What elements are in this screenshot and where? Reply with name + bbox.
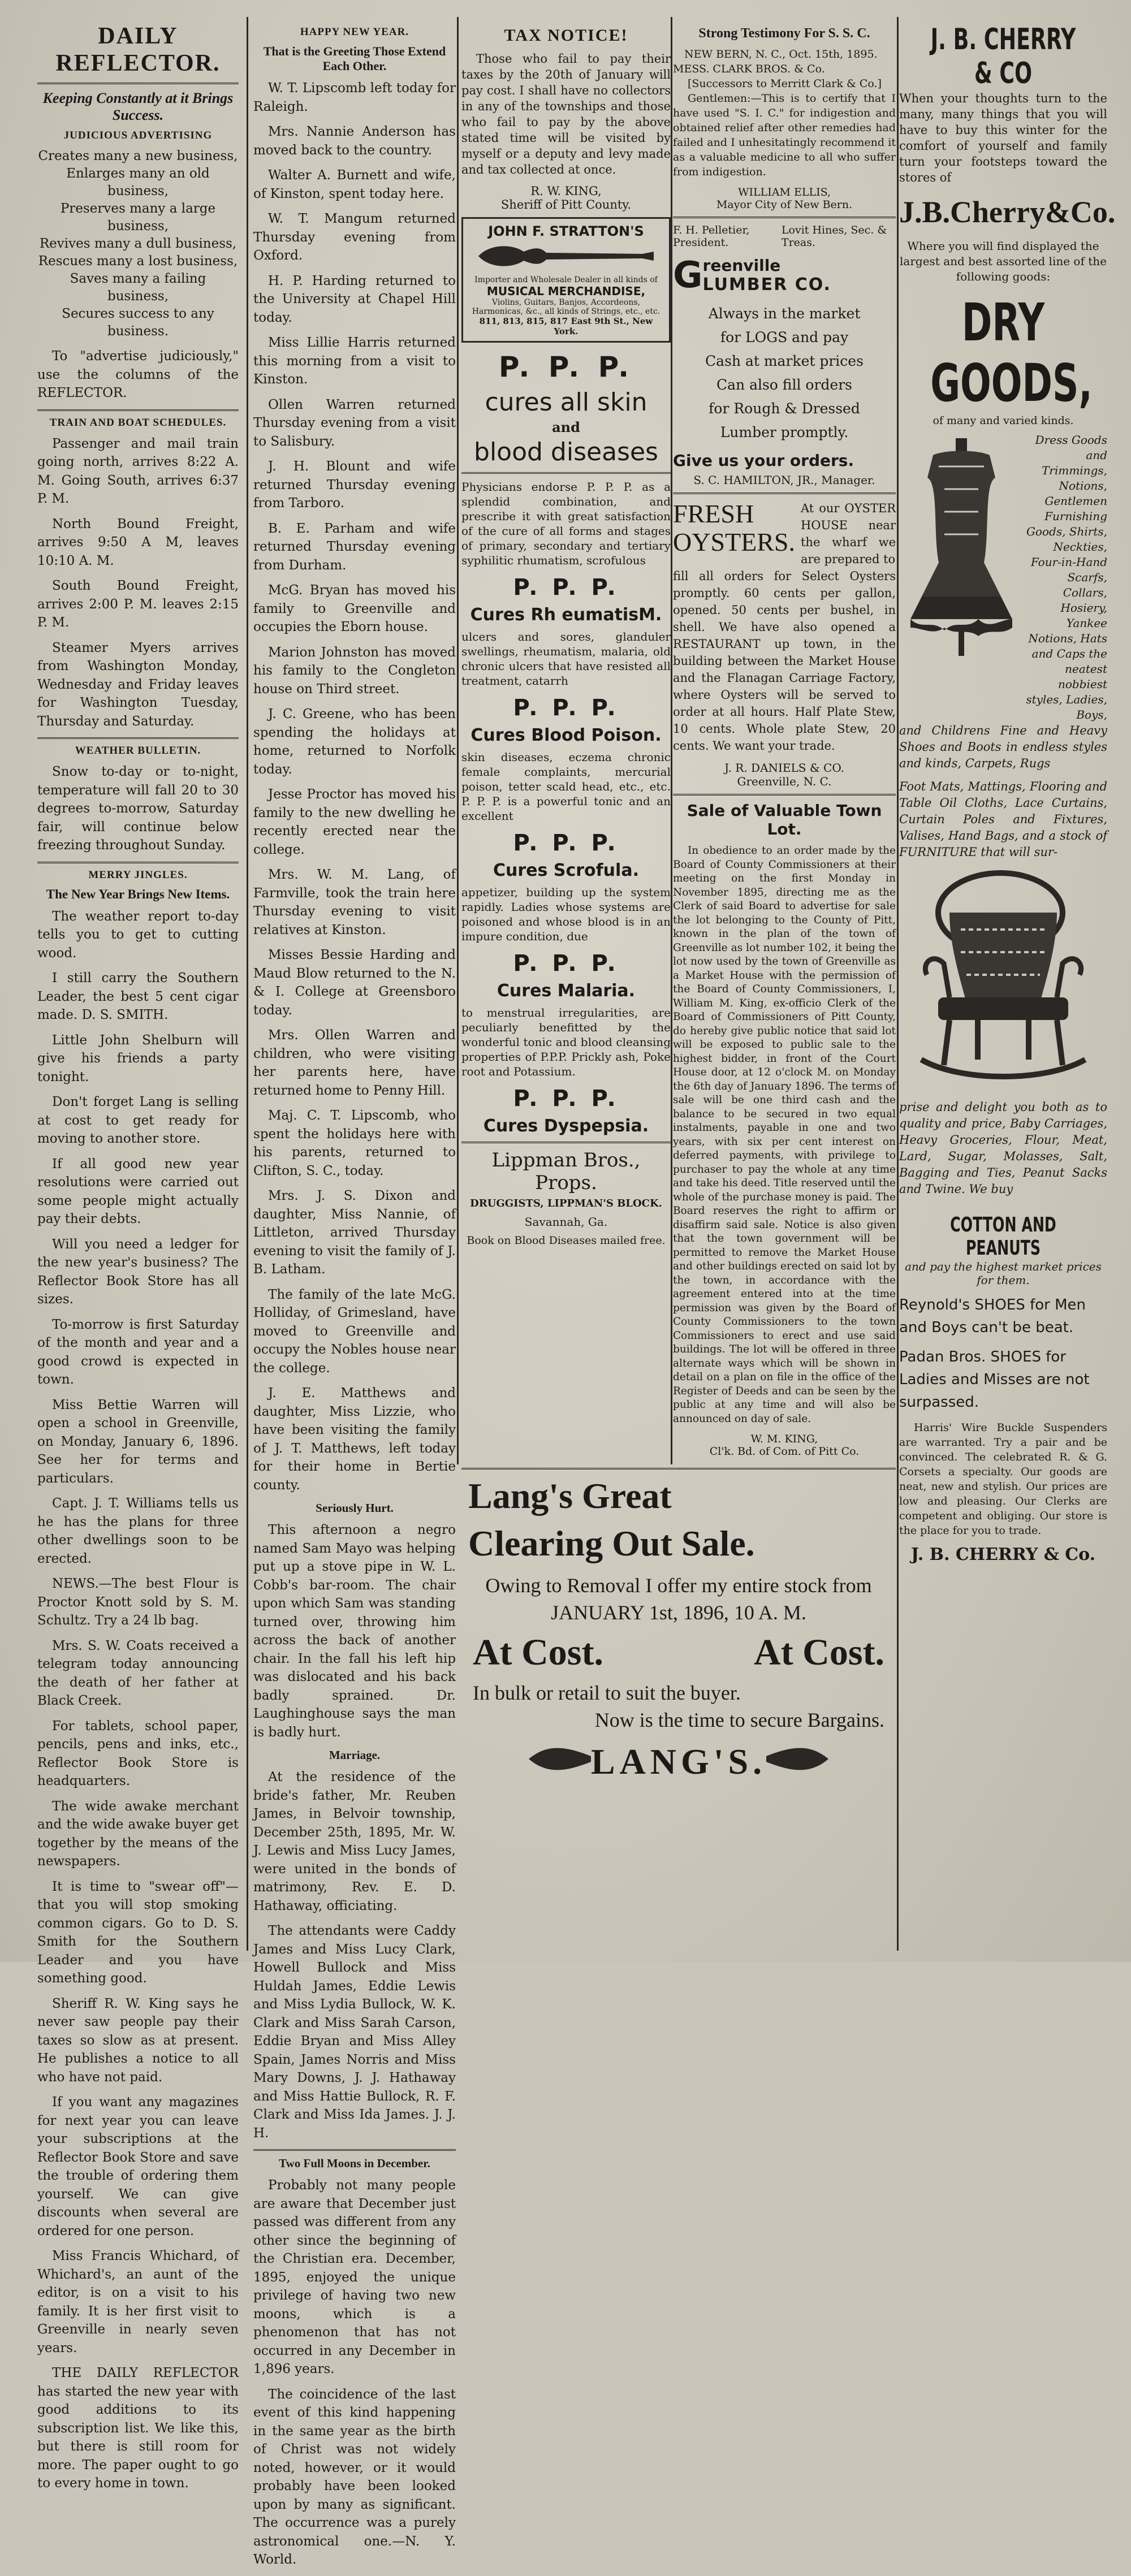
paragraph: Mrs. J. S. Dixon and daughter, Miss Nannie, of Littleton, arrived Thursday evening to visit the family of J. B. Latham.	[253, 1188, 456, 1277]
paragraph: South Bound Freight, arrives 2:00 P. M. leaves 2:15 P. M.	[37, 578, 239, 630]
paragraph: The coincidence of the last event of this kind happening in the same year as the birth of Christ was not widely noted, however, or it would probably have been looked upon by many as significant. The occurrence was a purely astronomical one.—N. Y. World.	[253, 2387, 456, 2567]
text-line: Always in the market	[708, 305, 861, 322]
section-head: MERRY JINGLES.	[88, 868, 188, 881]
text-line: Revives many a dull business,	[39, 236, 237, 251]
ad-line: 811, 813, 815, 817 East 9th St., New York.	[479, 316, 653, 336]
sub-head: The New Year Brings New Items.	[46, 887, 230, 901]
text-line: Saves many a failing business,	[70, 271, 206, 304]
signature: Cl'k. Bd. of Com. of Pitt Co.	[709, 1445, 860, 1458]
ppp-title: P. P. P.	[513, 574, 619, 600]
section-head: Strong Testimony For S. S. C.	[698, 26, 870, 41]
paragraph: Gentlemen:—This is to certify that I have used "S. I. C." for indigestion and obtained relief after other remedies had failed and I unhesitatingly recommend it as a valuable medicine to all who suffer from indigestion.	[673, 92, 896, 178]
lang-cost: At Cost.	[473, 1632, 603, 1673]
divider	[37, 737, 239, 739]
ppp-cure: Cures Rh eumatisM.	[470, 605, 662, 625]
cotton-sub: and pay the highest market prices for them.	[905, 1260, 1102, 1287]
fresh-oysters-head	[673, 500, 795, 556]
ornament-right-icon	[766, 1745, 828, 1773]
ppp-tagline: cures all skin	[485, 388, 647, 417]
signature: Mayor City of New Bern.	[716, 198, 853, 211]
paragraph: Walter A. Burnett and wife, of Kinston, spent today here.	[253, 168, 456, 201]
paragraph: Probably not many people are aware that December just passed was different from any other since the beginning of the Christian era. December, 1895, enjoyed the unique privilege of having two new moons, which is a phenomenon that has not occurred in any December in 1,896 years.	[253, 2178, 456, 2376]
rocking-chair-icon	[916, 867, 1091, 1093]
paragraph: W. T. Mangum returned Thursday evening from Oxford.	[253, 211, 456, 263]
section-head: Marriage.	[329, 1748, 381, 1762]
paragraph: Mrs. Ollen Warren and children, who were visiting her parents here, have returned home to Penny Hill.	[253, 1028, 456, 1098]
text-line: Preserves many a large business,	[60, 201, 216, 234]
paragraph: The weather report to-day tells you to get to cutting wood.	[37, 909, 239, 961]
section-head: JUDICIOUS ADVERTISING	[63, 129, 213, 141]
lumber-officers	[673, 224, 896, 249]
lang-head: Clearing Out Sale.	[468, 1523, 755, 1563]
lang-now: Now is the time to secure Bargains.	[594, 1709, 884, 1731]
text-line: Secures success to any business.	[62, 306, 214, 339]
adv-lines	[37, 148, 239, 340]
lumber-manager: S. C. HAMILTON, JR., Manager.	[693, 473, 875, 487]
paragraph: In obedience to an order made by the Board of County Commissioners at their meeting on the first Monday in November 1895, directing me as the Clerk of said Board to advertise for sale the lot belonging to the County of Pitt, known in the plan of the town of Greenville as lot number 102, it being the lot now used by the town of Greenville as a Market House with the permission of the Board of County Commissioners, I, William M. King, ex-officio Clerk of the Board of Commissioners of Pitt County, do hereby give public notice that said lot will be exposed to public sale to the highest bidder, in front of the Court House door, at 12 o'clock M. on Monday the 6th day of January 1896. The terms of sale will be one third cash and the balance to be secured in two equal instalments, payable in one and two years, with six per cent interest on deferred payments, with privilege to purchaser to pay the whole at any time and take his deed. Title reserved until the whole of the purchase money is paid. The Board reserves the right to affirm or disaffirm said sale. Notice is also given that the town government will be permitted to remove the Market House and other buildings erected on said lot by the town, in accordance with the agreement entered into at the time permission was given by the Board of County Commissioners to the town Commissioners to erect and use said buildings. The lot will be offered in three alternate ways which will be shown in detail on a plan on file in the office of the Register of Deeds and can be seen by the public at any time and will also be announced on day of sale.	[673, 845, 896, 1425]
paragraph: NEWS.—The best Flour is Proctor Knott sold by S. M. Schultz. Try a 24 lb bag.	[37, 1576, 239, 1628]
lang-sale-ad	[461, 1462, 896, 1948]
column-2	[253, 23, 456, 2576]
ornament-left-icon	[529, 1745, 591, 1773]
paragraph: Physicians endorse P. P. P. as a splendid combination, and prescribe it with great satisfaction of the cure of all forms and stages of primary, secondary and tertiary syphilitic rhumatism, scrofulous	[461, 480, 671, 567]
ppp-title: P. P. P.	[513, 950, 619, 976]
ppp-title: P. P. P.	[513, 830, 619, 856]
lang-cost-row	[461, 1631, 896, 1674]
dry-goods-block	[899, 433, 1107, 723]
paragraph: prise and delight you both as to quality and price, Baby Carriages, Heavy Groceries, Flour, Meat, Lard, Sugar, Molasses, Salt, Bagging and Ties, Peanut Sacks and Twine. We buy	[899, 1100, 1107, 1196]
divider	[37, 83, 239, 84]
paragraph: J. C. Greene, who has been spending the holidays at home, returned to Norfolk today.	[253, 707, 456, 777]
ad-line: Violins, Guitars, Banjos, Accordeons, Harmonicas, &c., all kinds of Strings, etc., etc.	[472, 298, 661, 316]
divider	[461, 1468, 896, 1469]
paragraph: It is time to "swear off"—that you will stop smoking common cigars. Go to D. S. Smith for the Southern Leader and you have something good.	[37, 1879, 239, 1986]
lippman-book: Book on Blood Diseases mailed free.	[467, 1234, 666, 1247]
ppp-cure: Cures Blood Poison.	[470, 725, 662, 745]
paragraph: The wide awake merchant and the wide awake buyer get together by the means of the newspapers.	[37, 1799, 239, 1869]
lang-banner: LANG'S.	[590, 1741, 767, 1782]
lang-banner-row	[461, 1735, 896, 1783]
lumber-name: reenville	[702, 256, 781, 275]
paragraph: W. T. Lipscomb left today for Raleigh.	[253, 81, 456, 114]
column-rule	[897, 17, 899, 1951]
paragraph: Misses Bessie Harding and Maud Blow returned to the N. & I. College at Greensboro today.	[253, 948, 456, 1018]
lippman-name: Lippman Bros., Props.	[491, 1149, 641, 1194]
lang-cost: At Cost.	[754, 1632, 884, 1673]
paragraph: Don't forget Lang is selling at cost to get ready for moving to another store.	[37, 1095, 239, 1146]
dry-goods-head: DRY GOODS,	[930, 292, 1093, 413]
paragraph: Passenger and mail train going north, arrives 8:22 A. M. Going South, arrives 6:37 P. M.	[37, 436, 239, 506]
paragraph: J. E. Matthews and daughter, Miss Lizzie, who have been visiting the family of J. T. Matthews, left today for their home in Bertie county.	[253, 1386, 456, 1493]
tax-notice-head: TAX NOTICE!	[504, 26, 628, 45]
lang-owing: Owing to Removal I offer my entire stock from	[485, 1574, 872, 1597]
column-rule	[247, 17, 248, 1951]
divider	[461, 472, 671, 474]
section-head: HAPPY NEW YEAR.	[300, 26, 409, 38]
divider	[673, 492, 896, 494]
column-4	[673, 23, 896, 1458]
lang-bulk: In bulk or retail to suit the buyer.	[473, 1682, 741, 1704]
ad-head: JOHN F. STRATTON'S	[488, 223, 644, 239]
paragraph: Marion Johnston has moved his family to the Congleton house on Third street.	[253, 645, 456, 697]
ppp-title: P. P. P.	[513, 1086, 619, 1112]
lumber-secretary: Lovit Hines, Sec. & Treas.	[781, 224, 887, 249]
cotton-head: COTTON AND PEANUTS	[950, 1213, 1056, 1260]
paragraph: to menstrual irregularities, are peculiarly benefitted by the wonderful tonic and blood cleansing properties of P.P.P. Prickly ash, Poke root and Potassium.	[461, 1006, 671, 1078]
paragraph: Those who fail to pay their taxes by the 20th of January will pay cost. I shall have no collectors in any of the townships and those who fail to pay by the above stated time will be visited by myself or a deputy and levy made and tax collected at once.	[461, 52, 671, 176]
paragraph: B. E. Parham and wife returned Thursday evening from Durham.	[253, 521, 456, 573]
lang-head: Lang's Great	[468, 1476, 672, 1516]
text-line: [Successors to Merritt Clark & Co.]	[688, 77, 882, 90]
paragraph: Mrs. S. W. Coats received a telegram today announcing the death of her father at Black Creek.	[37, 1638, 239, 1708]
paragraph: If you want any magazines for next year you can leave your subscriptions at the Reflector Book Store and save the trouble of ordering them yourself. We can give discounts when several are ordered for one person.	[37, 2095, 239, 2238]
text-line: Creates many a new business,	[38, 149, 238, 163]
signature: R. W. KING,	[530, 184, 602, 198]
column-5	[899, 23, 1116, 1564]
paragraph: To-morrow is first Saturday of the month and year and a good crowd is expected in town.	[37, 1317, 239, 1387]
lippman-city: Savannah, Ga.	[524, 1215, 608, 1229]
reynold-shoes: Reynold's SHOES for Men and Boys can't be beat.	[899, 1296, 1086, 1336]
lumber-logo	[673, 254, 896, 296]
goods-list: Dress Goods and Trimmings, Notions, Gentlemen Furnishing Goods, Shirts, Neckties, Four-in-Hand Scarfs, Collars, Hosiery, Yankee Notions, Hats and Caps the neatest nobbiest styles, Ladies, Boys,	[1026, 433, 1107, 721]
paragraph: H. P. Harding returned to the University at Chapel Hill today.	[253, 273, 456, 325]
paragraph: Mrs. W. M. Lang, of Farmville, took the train here Thursday evening to visit relatives at Kinston.	[253, 867, 456, 937]
paragraph: Miss Francis Whichard, of Whichard's, an aunt of the editor, is on a visit to his family. It is her first visit to Greenville in nearly seven years.	[37, 2249, 239, 2355]
paragraph: At the residence of the bride's father, Mr. Reuben James, in Belvoir township, December 25th, 1895, Mr. W. J. Lewis and Miss Lucy James, were united in the bonds of matrimony, Rev. E. D. Hathaway, officiating.	[253, 1770, 456, 1913]
text-line: for Rough & Dressed	[709, 400, 860, 417]
paragraph: Where you will find displayed the largest and best assorted line of the following goods:	[900, 239, 1107, 283]
paragraph: Jesse Proctor has moved his family to the new dwelling he recently erected near the college.	[253, 787, 456, 857]
ppp-cure: Cures Malaria.	[497, 981, 636, 1001]
signature: J. R. DANIELS & CO.	[724, 761, 844, 775]
signature: W. M. KING,	[750, 1433, 818, 1445]
paragraph: Miss Bettie Warren will open a school in Greenville, on Monday, January 6, 1896. See her for terms and particulars.	[37, 1397, 239, 1486]
divider	[37, 409, 239, 411]
paragraph: The attendants were Caddy James and Miss Lucy Clark, Howell Bullock and Miss Huldah James, Eddie Lewis and Miss Lydia Bullock, W. K. Clark and Miss Sarah Carson, Eddie Bryan and Miss Alley Spain, James Norris and Miss Mary Downs, J. J. Hathaway and Miss Hattie Bullock, R. F. Clark and Miss Ida James. J. J. H.	[253, 1924, 456, 2141]
text-line: Lumber promptly.	[720, 424, 849, 440]
signature: Sheriff of Pitt County.	[500, 198, 632, 211]
tagline: Keeping Constantly at it Brings Success.	[42, 90, 234, 123]
paragraph: J. H. Blount and wife returned Thursday evening from Tarboro.	[253, 459, 456, 511]
paragraph: THE DAILY REFLECTOR has started the new year with good additions to its subscription list. We like this, but there is still room for more. The paper ought to go to every home in town.	[37, 2366, 239, 2491]
column-3	[461, 23, 671, 1247]
ppp-cure: Cures Dyspepsia.	[483, 1116, 649, 1136]
text-line: NEW BERN, N. C., Oct. 15th, 1895.	[684, 48, 878, 60]
ppp-title: P. P. P.	[513, 695, 619, 721]
cherry-footer: J. B. CHERRY & Co.	[910, 1545, 1096, 1564]
stratton-ad	[461, 217, 671, 343]
divider	[37, 862, 239, 863]
corset-icon	[899, 433, 1024, 659]
text-line: Can also fill orders	[716, 377, 852, 393]
cherry-head: J. B. CHERRY & CO	[930, 23, 1076, 90]
divider	[673, 794, 896, 796]
paragraph: Snow to-day or to-night, temperature will fall 20 to 30 degrees to-morrow, Saturday fair, will continue below freezing throughout Sunday.	[37, 764, 239, 853]
text-line: Rescues many a lost business,	[38, 254, 238, 269]
text-line: FRESH	[673, 499, 754, 528]
cherry-script: J.B.Cherry&Co.	[899, 195, 1116, 229]
paragraph: To "advertise judiciously," use the columns of the REFLECTOR.	[37, 349, 239, 400]
paragraph: Steamer Myers arrives from Washington Monday, Wednesday and Friday leaves for Washington Tuesday, Thursday and Saturday.	[37, 640, 239, 729]
oyster-ad	[673, 500, 896, 568]
violin-icon	[473, 239, 659, 273]
section-head: WEATHER BULLETIN.	[75, 745, 201, 757]
section-head: TRAIN AND BOAT SCHEDULES.	[49, 416, 227, 429]
text-line: for LOGS and pay	[720, 329, 849, 345]
masthead: DAILY REFLECTOR.	[55, 23, 221, 76]
divider	[461, 1142, 671, 1143]
paragraph: Sheriff R. W. King says he never saw people pay their taxes so slow as at present. He publishes a notice to all who have not paid.	[37, 1996, 239, 2085]
paragraph: Miss Lillie Harris returned this morning from a visit to Kinston.	[253, 335, 456, 387]
paragraph: Ollen Warren returned Thursday evening from a visit to Salisbury.	[253, 397, 456, 449]
dry-goods-sub: of many and varied kinds.	[933, 414, 1074, 427]
oyster-head: At our OYSTER HOUSE near the wharf we are prepared to	[800, 502, 896, 566]
paragraph: fill all orders for Select Oysters promptly. 60 cents per gallon, opened. 50 cents per bushel, in shell. We have also opened a RESTAURANT up town, in the building between the Market House and the Flanagan Carriage Factory, where Oysters will be served to order at all hours. Half Plate Stew, 10 cents. Whole plate Stew, 20 cents. We want your trade.	[673, 569, 896, 753]
paragraph: Foot Mats, Mattings, Flooring and Table Oil Cloths, Lace Curtains, Curtain Poles and Fixtures, Valises, Hand Bags, and a stock of FURNITURE that will sur-	[899, 780, 1107, 859]
paragraph: and Childrens Fine and Heavy Shoes and Boots in endless styles and kinds, Carpets, Rugs	[899, 724, 1107, 770]
lumber-lines	[673, 302, 896, 444]
paragraph: Harris' Wire Buckle Suspenders are warranted. Try a pair and be convinced. The celebrated R. & G. Corsets a specialty. Our goods are neat, new and stylish. Our prices are low and pleasing. Our Clerks are competent and obliging. Our store is the place for you to trade.	[899, 1421, 1107, 1537]
text-line: OYSTERS.	[673, 528, 795, 556]
lumber-cta: Give us your orders.	[673, 451, 854, 470]
paragraph: This afternoon a negro named Sam Mayo was helping put up a stove pipe in W. L. Cobb's bar-room. The chair upon which Sam was standing turned over, throwing him across the back of another chair. In the fall his left hip was dislocated and his back badly sprained. Dr. Laughinghouse says the man is badly hurt.	[253, 1523, 456, 1740]
column-rule	[671, 17, 672, 1464]
sub-head: That is the Greeting Those Extend Each Other.	[263, 44, 446, 73]
paragraph: skin diseases, eczema chronic female complaints, mercurial poison, tetter scald head, etc., etc. P. P. P. is a powerful tonic and an excellent	[461, 750, 671, 823]
lang-date: JANUARY 1st, 1896, 10 A. M.	[551, 1601, 806, 1624]
paragraph: Maj. C. T. Lipscomb, who spent the holidays here with his parents, returned to Clifton, S. C., today.	[253, 1108, 456, 1178]
lumber-name: LUMBER CO.	[702, 275, 831, 295]
lumber-initial: G	[673, 254, 703, 296]
text-line: Cash at market prices	[705, 353, 864, 369]
signature: Greenville, N. C.	[737, 775, 832, 788]
ppp-title: P. P. P.	[498, 351, 634, 383]
ad-line: Importer and Wholesale Dealer in all kinds of	[474, 275, 658, 284]
ad-line: MUSICAL MERCHANDISE,	[486, 284, 646, 298]
padan-shoes: Padan Bros. SHOES for Ladies and Misses are not surpassed.	[899, 1348, 1090, 1411]
ppp-tagline: blood diseases	[474, 438, 658, 466]
paragraph: Little John Shelburn will give his friends a party tonight.	[37, 1032, 239, 1084]
column-1	[37, 23, 239, 2500]
divider	[673, 217, 896, 218]
lumber-president: F. H. Pelletier, President.	[673, 224, 750, 249]
text-line: MESS. CLARK BROS. & Co.	[673, 63, 825, 75]
paragraph: When your thoughts turn to the many, many things that you will have to buy this winter for the comfort of yourself and family turn your footsteps toward the stores of	[899, 92, 1107, 184]
paragraph: North Bound Freight, arrives 9:50 A M, leaves 10:10 A. M.	[37, 516, 239, 568]
paragraph: ulcers and sores, glanduler swellings, rheumatism, malaria, old chronic ulcers that have resisted all treatment, catarrh	[461, 630, 671, 688]
ppp-cure: Cures Scrofula.	[493, 861, 639, 880]
section-head: Two Full Moons in December.	[279, 2156, 430, 2170]
paragraph: McG. Bryan has moved his family to Greenville and occupies the Eborn house.	[253, 583, 456, 634]
paragraph: If all good new year resolutions were carried out some people might actually pay their debts.	[37, 1156, 239, 1226]
paragraph: Will you need a ledger for the new year's business? The Reflector Book Store has all sizes.	[37, 1237, 239, 1307]
text-line: Enlarges many an old business,	[66, 166, 210, 198]
section-head: Seriously Hurt.	[316, 1501, 394, 1515]
paragraph: Mrs. Nannie Anderson has moved back to the country.	[253, 124, 456, 158]
lippman-sub: DRUGGISTS, LIPPMAN'S BLOCK.	[470, 1198, 662, 1209]
paragraph: For tablets, school paper, pencils, pens and inks, etc., Reflector Book Store is headquarters.	[37, 1718, 239, 1788]
divider	[253, 2149, 456, 2151]
paragraph: Capt. J. T. Williams tells us he has the plans for three other dwellings soon to be erected.	[37, 1496, 239, 1566]
paragraph: I still carry the Southern Leader, the best 5 cent cigar made. D. S. SMITH.	[37, 971, 239, 1022]
paragraph: The family of the late McG. Holliday, of Grimesland, have moved to Greenville and occupy the Nobles house near the college.	[253, 1287, 456, 1376]
ppp-and: and	[552, 419, 580, 435]
section-head: Sale of Valuable Town Lot.	[687, 801, 882, 839]
paragraph: appetizer, building up the system rapidly. Ladies whose systems are poisoned and whose blood is in an impure condition, due	[461, 885, 671, 943]
signature: WILLIAM ELLIS,	[738, 186, 831, 198]
column-rule	[457, 17, 459, 1464]
